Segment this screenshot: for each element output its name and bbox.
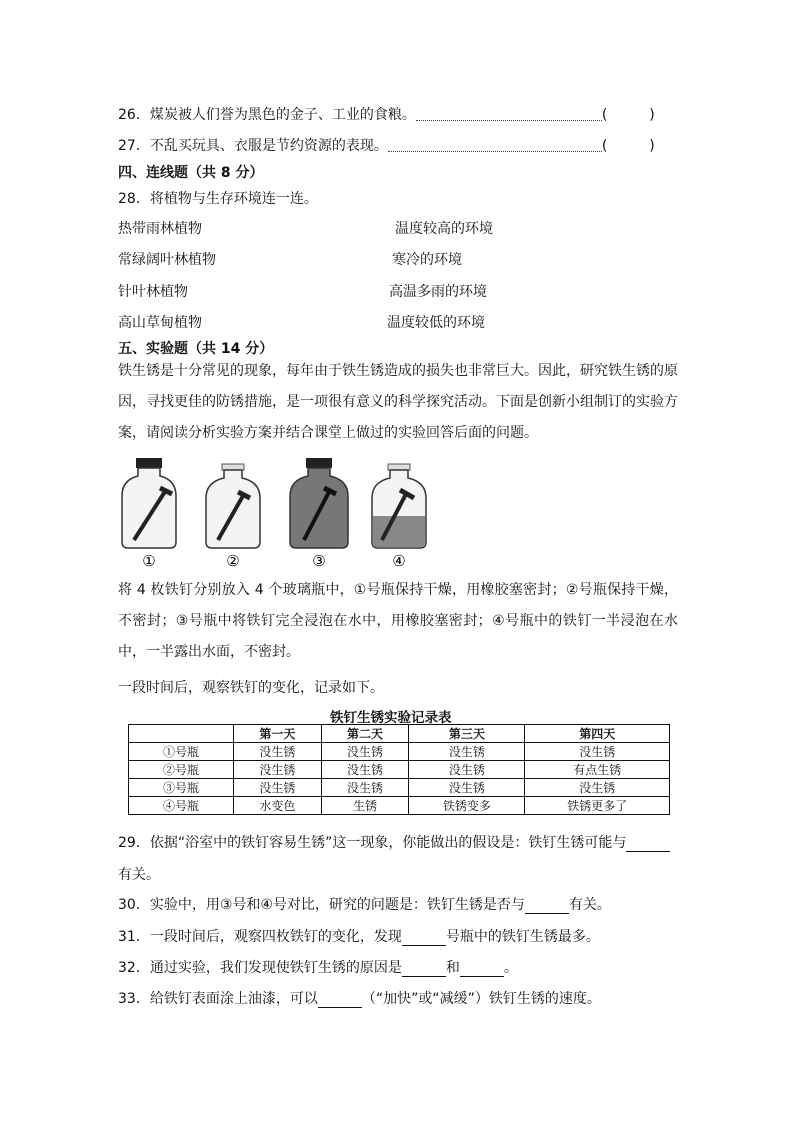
- table-cell: ④号瓶: [129, 797, 234, 815]
- experiment-method: 将 4 枚铁钉分别放入 4 个玻璃瓶中，①号瓶保持干燥，用橡胶塞密封；②号瓶保持干燥，不密封；③号瓶中将铁钉完全浸泡在水中，用橡胶塞密封；④号瓶中的铁钉一半浸泡在水中，一半露出水面，不密封。: [118, 582, 678, 660]
- table-cell: 生锈: [321, 797, 409, 815]
- question-31-text: 31．一段时间后，观察四枚铁钉的变化，发现: [118, 929, 402, 945]
- bottle-1-icon: [122, 458, 176, 548]
- question-29-text: 29．依据“浴室中的铁钉容易生锈”这一现象，你能做出的假设是：铁钉生锈可能与: [118, 835, 627, 851]
- dotted-leader: [388, 141, 602, 152]
- bottle-label: ④: [392, 552, 406, 568]
- question-32-end: 。: [503, 960, 518, 976]
- table-cell: 水变色: [234, 797, 322, 815]
- table-cell: 没生锈: [525, 743, 670, 761]
- question-30-end: 有关。: [568, 897, 611, 913]
- question-33: [118, 988, 601, 1008]
- table-title: 铁钉生锈实验记录表: [330, 710, 452, 726]
- environment-item: 温度较高的环境: [395, 221, 493, 237]
- plant-item: 高山草甸植物: [118, 315, 202, 331]
- bottle-label: ③: [312, 552, 326, 568]
- question-31-end: 号瓶中的铁钉生锈最多。: [445, 929, 600, 945]
- table-header-cell: [129, 725, 234, 743]
- environment-item: 高温多雨的环境: [389, 284, 487, 300]
- question-27: [118, 135, 655, 155]
- question-29: [118, 832, 670, 852]
- table-cell: 有点生锈: [525, 761, 670, 779]
- record-table: [128, 724, 670, 815]
- table-cell: ③号瓶: [129, 779, 234, 797]
- bottle-label: ①: [142, 552, 156, 568]
- plant-item: 热带雨林植物: [118, 221, 202, 237]
- table-cell: 铁锈变多: [409, 797, 525, 815]
- dotted-leader: [416, 110, 602, 121]
- environment-item: 温度较低的环境: [387, 315, 485, 331]
- bottles-illustration: [120, 456, 440, 568]
- question-33-text: 33．给铁钉表面涂上油漆，可以: [118, 991, 318, 1007]
- section-4-heading: 四、连线题（共 8 分）: [118, 165, 264, 181]
- plant-item: 针叶林植物: [118, 284, 188, 300]
- section-5-heading: 五、实验题（共 14 分）: [118, 341, 274, 357]
- question-28: 28．将植物与生存环境连一连。: [118, 191, 318, 207]
- question-30: [118, 894, 611, 914]
- question-32: [118, 957, 518, 977]
- table-cell: 没生锈: [321, 779, 409, 797]
- table-cell: 没生锈: [321, 743, 409, 761]
- question-33-end: （“加快”或“减缓”）铁钉生锈的速度。: [361, 991, 601, 1007]
- plant-item: 常绿阔叶林植物: [118, 252, 216, 268]
- answer-blank[interactable]: [402, 931, 446, 946]
- table-row: [129, 779, 670, 797]
- answer-paren: ( ): [601, 138, 655, 154]
- table-header-row: [129, 725, 670, 743]
- answer-blank[interactable]: [626, 837, 670, 852]
- answer-blank[interactable]: [460, 962, 504, 977]
- experiment-intro: 铁生锈是十分常见的现象，每年由于铁生锈造成的损失也非常巨大。因此，研究铁生锈的原因，寻找更佳的防锈措施，是一项很有意义的科学探究活动。下面是创新小组制订的实验方案，请阅读分析实验方案并结合课堂上做过的实验回答后面的问题。: [118, 363, 678, 441]
- table-header-cell: 第三天: [409, 725, 525, 743]
- table-cell: 没生锈: [234, 761, 322, 779]
- table-row: [129, 761, 670, 779]
- question-29-end: 有关。: [118, 867, 160, 883]
- table-cell: 没生锈: [409, 779, 525, 797]
- bottle-2-icon: [206, 464, 260, 548]
- environment-item: 寒冷的环境: [392, 252, 462, 268]
- bottle-label: ②: [226, 552, 240, 568]
- answer-paren: ( ): [601, 107, 655, 123]
- table-header-cell: 第四天: [525, 725, 670, 743]
- table-cell: 没生锈: [525, 779, 670, 797]
- question-31: [118, 926, 600, 946]
- question-26-text: 26．煤炭被人们誉为黑色的金子、工业的食粮。: [118, 107, 416, 123]
- table-header-cell: 第二天: [321, 725, 409, 743]
- table-header-cell: 第一天: [234, 725, 322, 743]
- table-cell: ①号瓶: [129, 743, 234, 761]
- table-cell: 铁锈更多了: [525, 797, 670, 815]
- table-cell: 没生锈: [234, 779, 322, 797]
- table-cell: 没生锈: [409, 743, 525, 761]
- observe-text: 一段时间后，观察铁钉的变化，记录如下。: [118, 680, 384, 696]
- question-32-text: 32．通过实验，我们发现使铁钉生锈的原因是: [118, 960, 402, 976]
- bottle-3-icon: [290, 458, 348, 548]
- table-row: [129, 797, 670, 815]
- question-30-text: 30．实验中，用③号和④号对比，研究的问题是：铁钉生锈是否与: [118, 897, 525, 913]
- answer-blank[interactable]: [318, 993, 362, 1008]
- answer-blank[interactable]: [525, 899, 569, 914]
- question-32-and: 和: [445, 960, 460, 976]
- bottle-4-icon: [372, 464, 426, 548]
- table-cell: 没生锈: [234, 743, 322, 761]
- question-27-text: 27．不乱买玩具、衣服是节约资源的表现。: [118, 138, 388, 154]
- table-cell: ②号瓶: [129, 761, 234, 779]
- question-26: [118, 104, 655, 124]
- table-row: [129, 743, 670, 761]
- answer-blank[interactable]: [402, 962, 446, 977]
- table-cell: 没生锈: [409, 761, 525, 779]
- table-cell: 没生锈: [321, 761, 409, 779]
